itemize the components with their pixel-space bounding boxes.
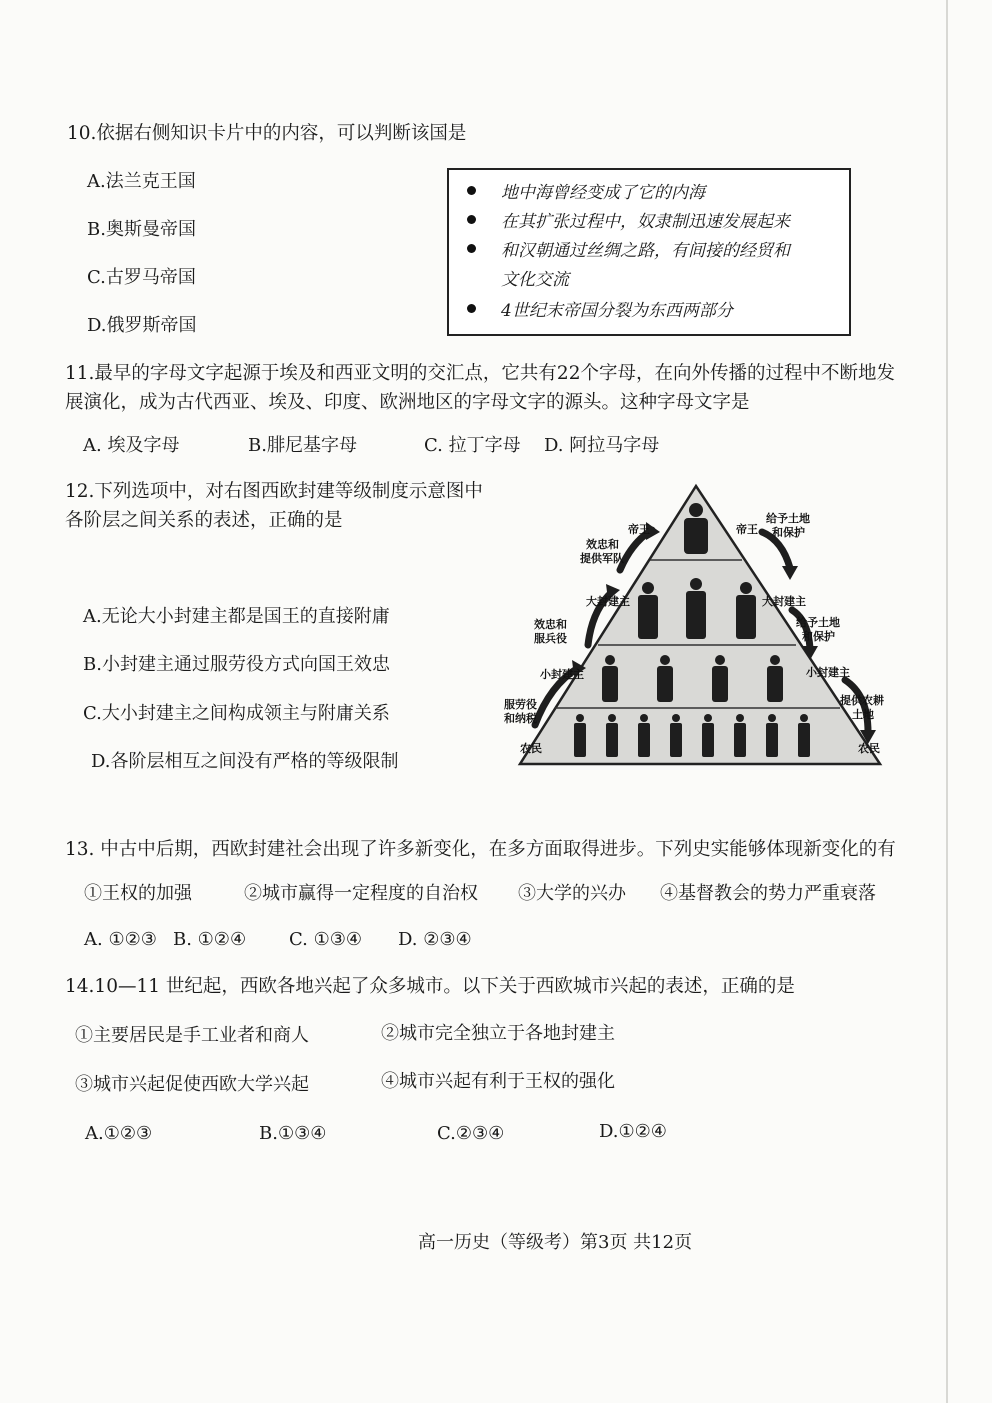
card-line-4: 文化交流 xyxy=(501,270,569,290)
label-arrow-l3-b: 和纳税 xyxy=(504,712,537,725)
card-line-2: 在其扩张过程中，奴隶制迅速发展起来 xyxy=(501,212,790,232)
q11-option-c[interactable]: C. 拉丁字母 xyxy=(424,435,521,456)
label-arrow-l2-b: 服兵役 xyxy=(534,632,567,645)
q12-option-c[interactable]: C.大小封建主之间构成领主与附庸关系 xyxy=(83,703,390,724)
q11-stem-line-1: 11.最早的字母文字起源于埃及和西亚文明的交汇点，它共有22个字母，在向外传播的过程中不断地发 xyxy=(65,363,895,384)
bullet-icon xyxy=(467,304,476,313)
bullet-icon xyxy=(467,215,476,224)
bullet-icon xyxy=(467,244,476,253)
label-arrow-l1-a: 效忠和 xyxy=(586,538,619,551)
page-footer: 高一历史（等级考）第3页 共12页 xyxy=(418,1232,693,1253)
q12-stem-line-1: 12.下列选项中，对右图西欧封建等级制度示意图中 xyxy=(65,481,483,502)
card-line-1: 地中海曾经变成了它的内海 xyxy=(501,183,705,203)
q10-option-b[interactable]: B.奥斯曼帝国 xyxy=(87,219,196,240)
q14-option-a[interactable]: A.①②③ xyxy=(85,1123,153,1144)
label-arrow-r1-b: 和保护 xyxy=(772,526,805,539)
q14-option-b[interactable]: B.①③④ xyxy=(259,1123,327,1144)
label-small-right: 小封建主 xyxy=(806,666,850,679)
card-line-5: 4世纪末帝国分裂为东西两部分 xyxy=(501,301,733,321)
q14-stem: 14.10—11 世纪起，西欧各地兴起了众多城市。以下关于西欧城市兴起的表述，正确的是 xyxy=(65,976,795,997)
card-line-3: 和汉朝通过丝绸之路，有间接的经贸和 xyxy=(501,241,790,261)
q10-option-c[interactable]: C.古罗马帝国 xyxy=(87,267,196,288)
label-arrow-r2-a: 给予土地 xyxy=(796,616,840,629)
label-peasant-left: 农民 xyxy=(520,742,542,755)
q12-stem-line-2: 各阶层之间关系的表述，正确的是 xyxy=(65,510,343,531)
q13-option-a[interactable]: A. ①②③ xyxy=(84,929,157,950)
q14-item-4: ④城市兴起有利于王权的强化 xyxy=(381,1071,615,1092)
label-arrow-l3-a: 服劳役 xyxy=(504,698,537,711)
label-big-right: 大封建主 xyxy=(762,595,806,608)
label-arrow-r2-b: 和保护 xyxy=(802,630,835,643)
label-arrow-r1-a: 给予土地 xyxy=(766,512,810,525)
q11-stem-line-2: 展演化，成为古代西亚、埃及、印度、欧洲地区的字母文字的源头。这种字母文字是 xyxy=(65,392,750,413)
label-arrow-r3-a: 提供农耕 xyxy=(840,694,884,707)
q13-item-3: ③大学的兴办 xyxy=(518,883,626,904)
label-arrow-l2-a: 效忠和 xyxy=(534,618,567,631)
q11-option-d[interactable]: D. 阿拉马字母 xyxy=(544,435,660,456)
q12-option-a[interactable]: A.无论大小封建主都是国王的直接附庸 xyxy=(83,606,390,627)
label-top-left: 帝王 xyxy=(628,523,650,536)
q13-stem: 13. 中古中后期，西欧封建社会出现了许多新变化，在多方面取得进步。下列史实能够体现新变化的有 xyxy=(65,839,896,860)
q12-option-d[interactable]: D.各阶层相互之间没有严格的等级限制 xyxy=(91,751,399,772)
q13-item-1: ①王权的加强 xyxy=(84,883,192,904)
q12-option-b[interactable]: B.小封建主通过服劳役方式向国王效忠 xyxy=(83,654,390,675)
q11-option-a[interactable]: A. 埃及字母 xyxy=(83,435,180,456)
q13-option-d[interactable]: D. ②③④ xyxy=(398,929,472,950)
label-big-left: 大封建主 xyxy=(586,595,630,608)
scan-edge-line xyxy=(946,0,948,1403)
q13-option-b[interactable]: B. ①②④ xyxy=(173,929,247,950)
q10-option-a[interactable]: A.法兰克王国 xyxy=(87,171,196,192)
q10-knowledge-card xyxy=(447,168,851,336)
q11-option-b[interactable]: B.腓尼基字母 xyxy=(248,435,357,456)
q14-item-1: ①主要居民是手工业者和商人 xyxy=(75,1025,309,1046)
q14-option-c[interactable]: C.②③④ xyxy=(437,1123,505,1144)
q14-item-3: ③城市兴起促使西欧大学兴起 xyxy=(75,1074,309,1095)
label-top-right: 帝王 xyxy=(736,523,758,536)
q13-item-2: ②城市赢得一定程度的自治权 xyxy=(244,883,478,904)
q14-option-d[interactable]: D.①②④ xyxy=(599,1121,667,1142)
feudal-hierarchy-diagram xyxy=(500,480,900,775)
bullet-icon xyxy=(467,186,476,195)
q10-option-d[interactable]: D.俄罗斯帝国 xyxy=(87,315,197,336)
label-arrow-l1-b: 提供军队 xyxy=(580,552,624,565)
q13-item-4: ④基督教会的势力严重衰落 xyxy=(660,883,876,904)
label-arrow-r3-b: 土地 xyxy=(852,708,874,721)
label-peasant-right: 农民 xyxy=(858,742,880,755)
q13-option-c[interactable]: C. ①③④ xyxy=(289,929,362,950)
q10-stem: 10.依据右侧知识卡片中的内容，可以判断该国是 xyxy=(67,123,467,144)
q14-item-2: ②城市完全独立于各地封建主 xyxy=(381,1023,615,1044)
label-small-left: 小封建主 xyxy=(540,668,584,681)
